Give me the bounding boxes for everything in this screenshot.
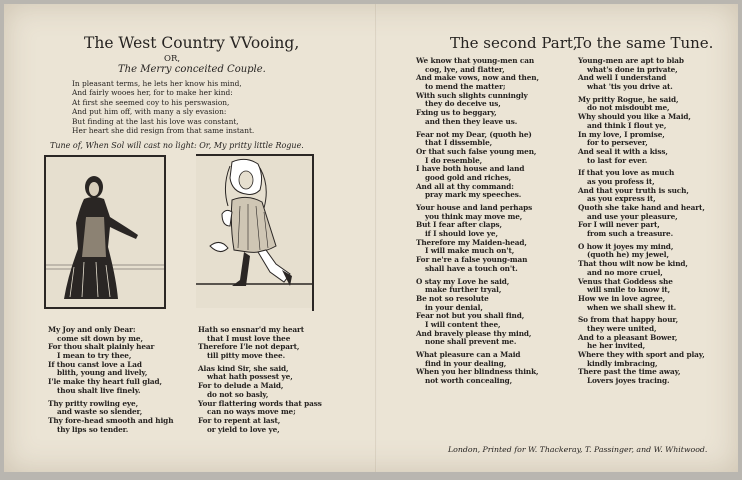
verse-line: In my love, I promise, [578, 129, 665, 139]
verse-line: Your house and land perhaps [416, 203, 533, 212]
verse-line: O stay my Love he said, [416, 276, 510, 286]
verse-line: Venus that Goddess she [578, 276, 673, 286]
woodcut-lady [44, 155, 166, 309]
verse-line: When you her blindness think, [416, 367, 539, 377]
verse-line: Hath so ensnar'd my heart [198, 325, 305, 334]
verse-line: he her invited, [587, 341, 646, 351]
verse-line: do not misdoubt me, [587, 103, 670, 113]
left-verses-col2 [198, 326, 322, 434]
verse-line: or yield to love ye, [207, 424, 280, 434]
verse-line: And bravely please thy mind, [416, 328, 532, 338]
verse-line: For ne're a false young-man [416, 255, 528, 265]
verse-line: That thou wilt now be kind, [578, 259, 688, 269]
verse-line: And make vows, now and then, [416, 73, 539, 83]
verse-line: There past the time away, [578, 367, 681, 377]
verse-line: and no more cruel, [587, 267, 663, 277]
verse-line: And well I understand [578, 73, 667, 83]
verse-line: For thou shalt plainly hear [48, 342, 155, 352]
verse-line: shall have a touch on't. [425, 263, 518, 273]
verse-line: My Joy and only Dear: [48, 325, 136, 334]
verse-line: they do deceive us, [425, 99, 501, 109]
right-verses-col1 [416, 57, 539, 386]
intro-line: And fairly wooes her, for to make her kind: [72, 88, 233, 98]
verse-line: not worth concealing, [425, 376, 513, 386]
verse-line: So from that happy hour, [578, 315, 679, 325]
verse-line: will smile to know it, [587, 285, 671, 295]
verse-line: thou shalt live finely. [57, 385, 141, 395]
verse-line: do not so basly, [207, 389, 269, 399]
intro-line: At first she seemed coy to his perswasion, [72, 97, 230, 107]
verse-line: And seal it with a kiss, [578, 146, 668, 156]
intro-line: Her heart she did resign from that same instant. [72, 125, 255, 135]
verse-line: to mend the matter; [425, 82, 506, 92]
broadside-sheet [4, 4, 738, 472]
verse-line: I will make much on't, [425, 246, 515, 256]
verse-line: good gold and riches, [425, 172, 512, 182]
verse-line: With such slights cunningly [416, 90, 528, 100]
verse-line: Why should you like a Maid, [578, 112, 691, 122]
verse-line: if I should love ye, [425, 229, 498, 239]
verse-line: If thou canst love a Lad [48, 359, 142, 369]
verse-line: Lovers joyes tracing. [587, 376, 670, 386]
verse-line: cog, lye, and flatter, [425, 64, 505, 74]
verse-line: Fxing us to beggary, [416, 108, 497, 118]
verse-line: when we shall shew it. [587, 302, 677, 312]
verse-line: How we in love agree, [578, 293, 666, 303]
verse-line: and think I flout ye, [587, 120, 667, 130]
verse-line: find in your dealing, [425, 358, 507, 368]
verse-line: you think may move me, [425, 211, 523, 221]
verse-line: I mean to try thee, [57, 351, 132, 361]
verse-line: from such a treasure. [587, 229, 674, 239]
woman-figure-icon [46, 157, 164, 307]
ballad-title: The West Country VVooing, [84, 34, 300, 52]
second-part-title: The second Part, [450, 34, 578, 52]
right-verses-col2 [578, 57, 705, 386]
verse-line: Be not so resolute [416, 293, 489, 303]
verse-line: they were united, [587, 323, 657, 333]
verse-line: as you profess it, [587, 176, 655, 186]
verse-line: I will content thee, [425, 319, 501, 329]
man-figure-icon [196, 156, 312, 308]
verse-line: If that you love as much [578, 168, 675, 178]
verse-line: I have both house and land [416, 164, 525, 174]
verse-line: that I must love thee [207, 333, 291, 343]
verse-line: Young-men are apt to blab [578, 56, 684, 65]
verse-line: My pritty Rogue, he said, [578, 94, 679, 104]
verse-line: For to repent at last, [198, 415, 281, 425]
verse-line: make further tryal, [425, 285, 502, 295]
intro-line: But finding at the last his love was constant, [72, 116, 239, 126]
verse-line: kindly imbracing, [587, 358, 658, 368]
verse-line: Therefore my Maiden-head, [416, 237, 527, 247]
verse-line: Fear not but you shall find, [416, 311, 525, 321]
intro-line: And put him off, with many a sly evasion: [72, 107, 227, 117]
verse-line: to last for ever. [587, 155, 648, 165]
verse-line: I do resemble, [425, 155, 483, 165]
verse-line: none shall prevent me. [425, 337, 517, 347]
or-line: OR, [164, 54, 181, 64]
verse-line: What pleasure can a Maid [416, 350, 521, 359]
printer-imprint: London, Printed for W. Thackeray, T. Passinger, and W. Whitwood. [448, 445, 708, 454]
verse-line: Your flattering words that pass [198, 398, 322, 408]
verse-line: But I fear after claps, [416, 220, 502, 230]
verse-line: what's done in private, [587, 64, 678, 74]
verse-line: For to delude a Maid, [198, 381, 284, 391]
verse-line: and then they leave us. [425, 116, 518, 126]
verse-line: in your denial, [425, 302, 483, 312]
verse-line: Or that such false young men, [416, 146, 537, 156]
verse-line: blith, young and lively, [57, 368, 148, 378]
verse-line: what 'tis you drive at. [587, 82, 673, 92]
verse-line: We know that young-men can [416, 56, 535, 65]
left-verses-col1 [48, 326, 173, 434]
verse-line: Therefore I'le not depart, [198, 342, 300, 352]
verse-line: pray mark my speeches. [425, 190, 522, 200]
verse-line: till pitty move thee. [207, 351, 286, 361]
ballad-subtitle: The Merry conceited Couple. [118, 64, 266, 75]
verse-line: what hath possest ye, [207, 372, 293, 382]
verse-line: and waste so slender, [57, 407, 143, 417]
verse-line: Where they with sport and play, [578, 350, 705, 359]
center-fold [375, 4, 377, 472]
intro-line: In pleasant terms, he lets her know his mind, [72, 79, 242, 88]
verse-line: And that your truth is such, [578, 185, 689, 195]
verse-line: And all at thy command: [416, 181, 514, 191]
intro-verse [72, 79, 254, 135]
woodcut-gallant [196, 154, 314, 311]
same-tune-title: To the same Tune. [574, 34, 714, 52]
verse-line: thy lips so tender. [57, 424, 129, 434]
tune-line: Tune of, When Sol will cast no light: Or, My pritty little Rogue. [50, 141, 304, 150]
verse-line: as you express it, [587, 194, 656, 204]
verse-line: Thy fore-head smooth and high [48, 415, 174, 425]
verse-line: for to persever, [587, 138, 648, 148]
verse-line: Fear not my Dear, (quoth he) [416, 129, 532, 139]
verse-line: Thy pritty rowling eye, [48, 398, 139, 408]
verse-line: O how it joyes my mind, [578, 241, 674, 251]
verse-line: And to a pleasant Bower, [578, 332, 678, 342]
verse-line: and use your pleasure, [587, 211, 678, 221]
verse-line: can no ways move me; [207, 407, 296, 417]
verse-line: (quoth he) my jewel, [587, 250, 669, 260]
verse-line: that I dissemble, [425, 138, 493, 148]
verse-line: I'le make thy heart full glad, [48, 377, 162, 387]
verse-line: come sit down by me, [57, 333, 143, 343]
verse-line: Alas kind Sir, she said, [198, 363, 289, 373]
verse-line: For I will never part, [578, 220, 660, 230]
verse-line: Quoth she take hand and heart, [578, 203, 705, 212]
